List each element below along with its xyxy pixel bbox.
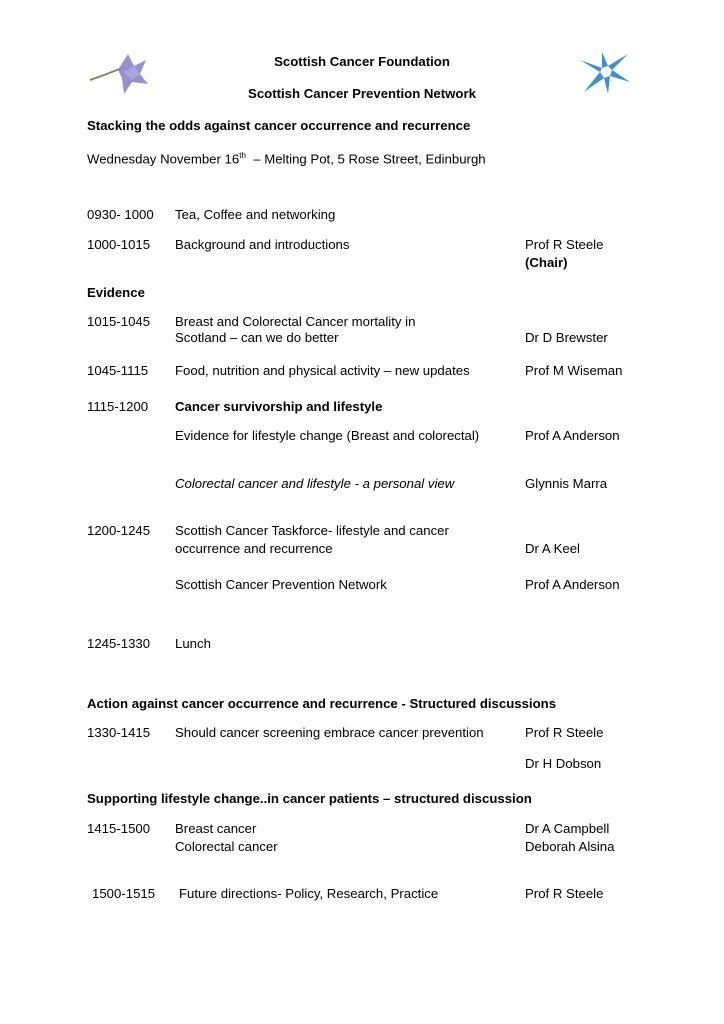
agenda-title: Scottish Cancer Taskforce- lifestyle and cancer	[175, 523, 449, 538]
agenda-title: Breast cancer	[175, 821, 257, 836]
agenda-time: 1200-1245	[87, 523, 151, 538]
agenda-time: 0930- 1000	[87, 207, 154, 222]
agenda-speaker: Dr A Campbell	[525, 821, 610, 836]
org-title: Scottish Cancer Foundation	[274, 54, 450, 69]
event-location: – Melting Pot, 5 Rose Street, Edinburgh	[245, 151, 486, 167]
agenda-time: 1045-1115	[87, 363, 149, 378]
agenda-time: 1500-1515	[92, 886, 156, 901]
agenda-speaker: Prof R Steele	[525, 886, 604, 901]
agenda-speaker: Prof R Steele	[525, 237, 604, 252]
agenda-speaker: Prof M Wiseman	[525, 363, 623, 378]
agenda-time: 1330-1415	[87, 725, 151, 740]
agenda-time: 1245-1330	[87, 636, 151, 651]
network-title: Scottish Cancer Prevention Network	[248, 86, 476, 101]
agenda-title: Breast and Colorectal Cancer mortality in	[175, 314, 416, 329]
agenda-time: 1000-1015	[87, 237, 151, 252]
agenda-speaker: Glynnis Marra	[525, 476, 608, 491]
agenda-speaker: Dr A Keel	[525, 541, 580, 556]
agenda-title: Background and introductions	[175, 237, 350, 252]
agenda-subtitle: Colorectal cancer and lifestyle - a personal view	[175, 476, 455, 491]
agenda-title: Lunch	[175, 636, 211, 651]
agenda-speaker: Prof A Anderson	[525, 577, 620, 592]
agenda-speaker: Deborah Alsina	[525, 839, 615, 854]
agenda-subtitle: Evidence for lifestyle change (Breast and colorectal)	[175, 428, 480, 443]
event-title: Stacking the odds against cancer occurrence and recurrence	[87, 118, 471, 133]
section-heading-support: Supporting lifestyle change..in cancer patients – structured discussion	[87, 791, 532, 806]
event-date-main: Wednesday November 16	[87, 151, 240, 167]
section-heading-evidence: Evidence	[87, 285, 145, 300]
agenda-speaker-role: (Chair)	[525, 255, 568, 270]
agenda-subtitle: Scottish Cancer Prevention Network	[175, 577, 387, 592]
agenda-speaker: Dr H Dobson	[525, 756, 602, 771]
section-heading-action: Action against cancer occurrence and recurrence - Structured discussions	[87, 696, 557, 711]
agenda-title: Tea, Coffee and networking	[175, 207, 336, 222]
event-date-suffix: th	[239, 151, 246, 160]
agenda-time: 1115-1200	[87, 399, 149, 414]
agenda-speaker: Prof A Anderson	[525, 428, 620, 443]
agenda-title: Should cancer screening embrace cancer prevention	[175, 725, 484, 740]
agenda-title: Food, nutrition and physical activity – new updates	[175, 363, 470, 378]
agenda-title-line2: Colorectal cancer	[175, 839, 278, 854]
agenda-title-line2: occurrence and recurrence	[175, 541, 333, 556]
agenda-time: 1415-1500	[87, 821, 151, 836]
event-date	[87, 148, 486, 167]
agenda-title: Future directions- Policy, Research, Practice	[179, 886, 439, 901]
agenda-title: Cancer survivorship and lifestyle	[175, 399, 383, 414]
agenda-title-line2: Scotland – can we do better	[175, 330, 339, 345]
agenda-time: 1015-1045	[87, 314, 151, 329]
agenda-speaker: Prof R Steele	[525, 725, 604, 740]
agenda-speaker: Dr D Brewster	[525, 330, 608, 345]
